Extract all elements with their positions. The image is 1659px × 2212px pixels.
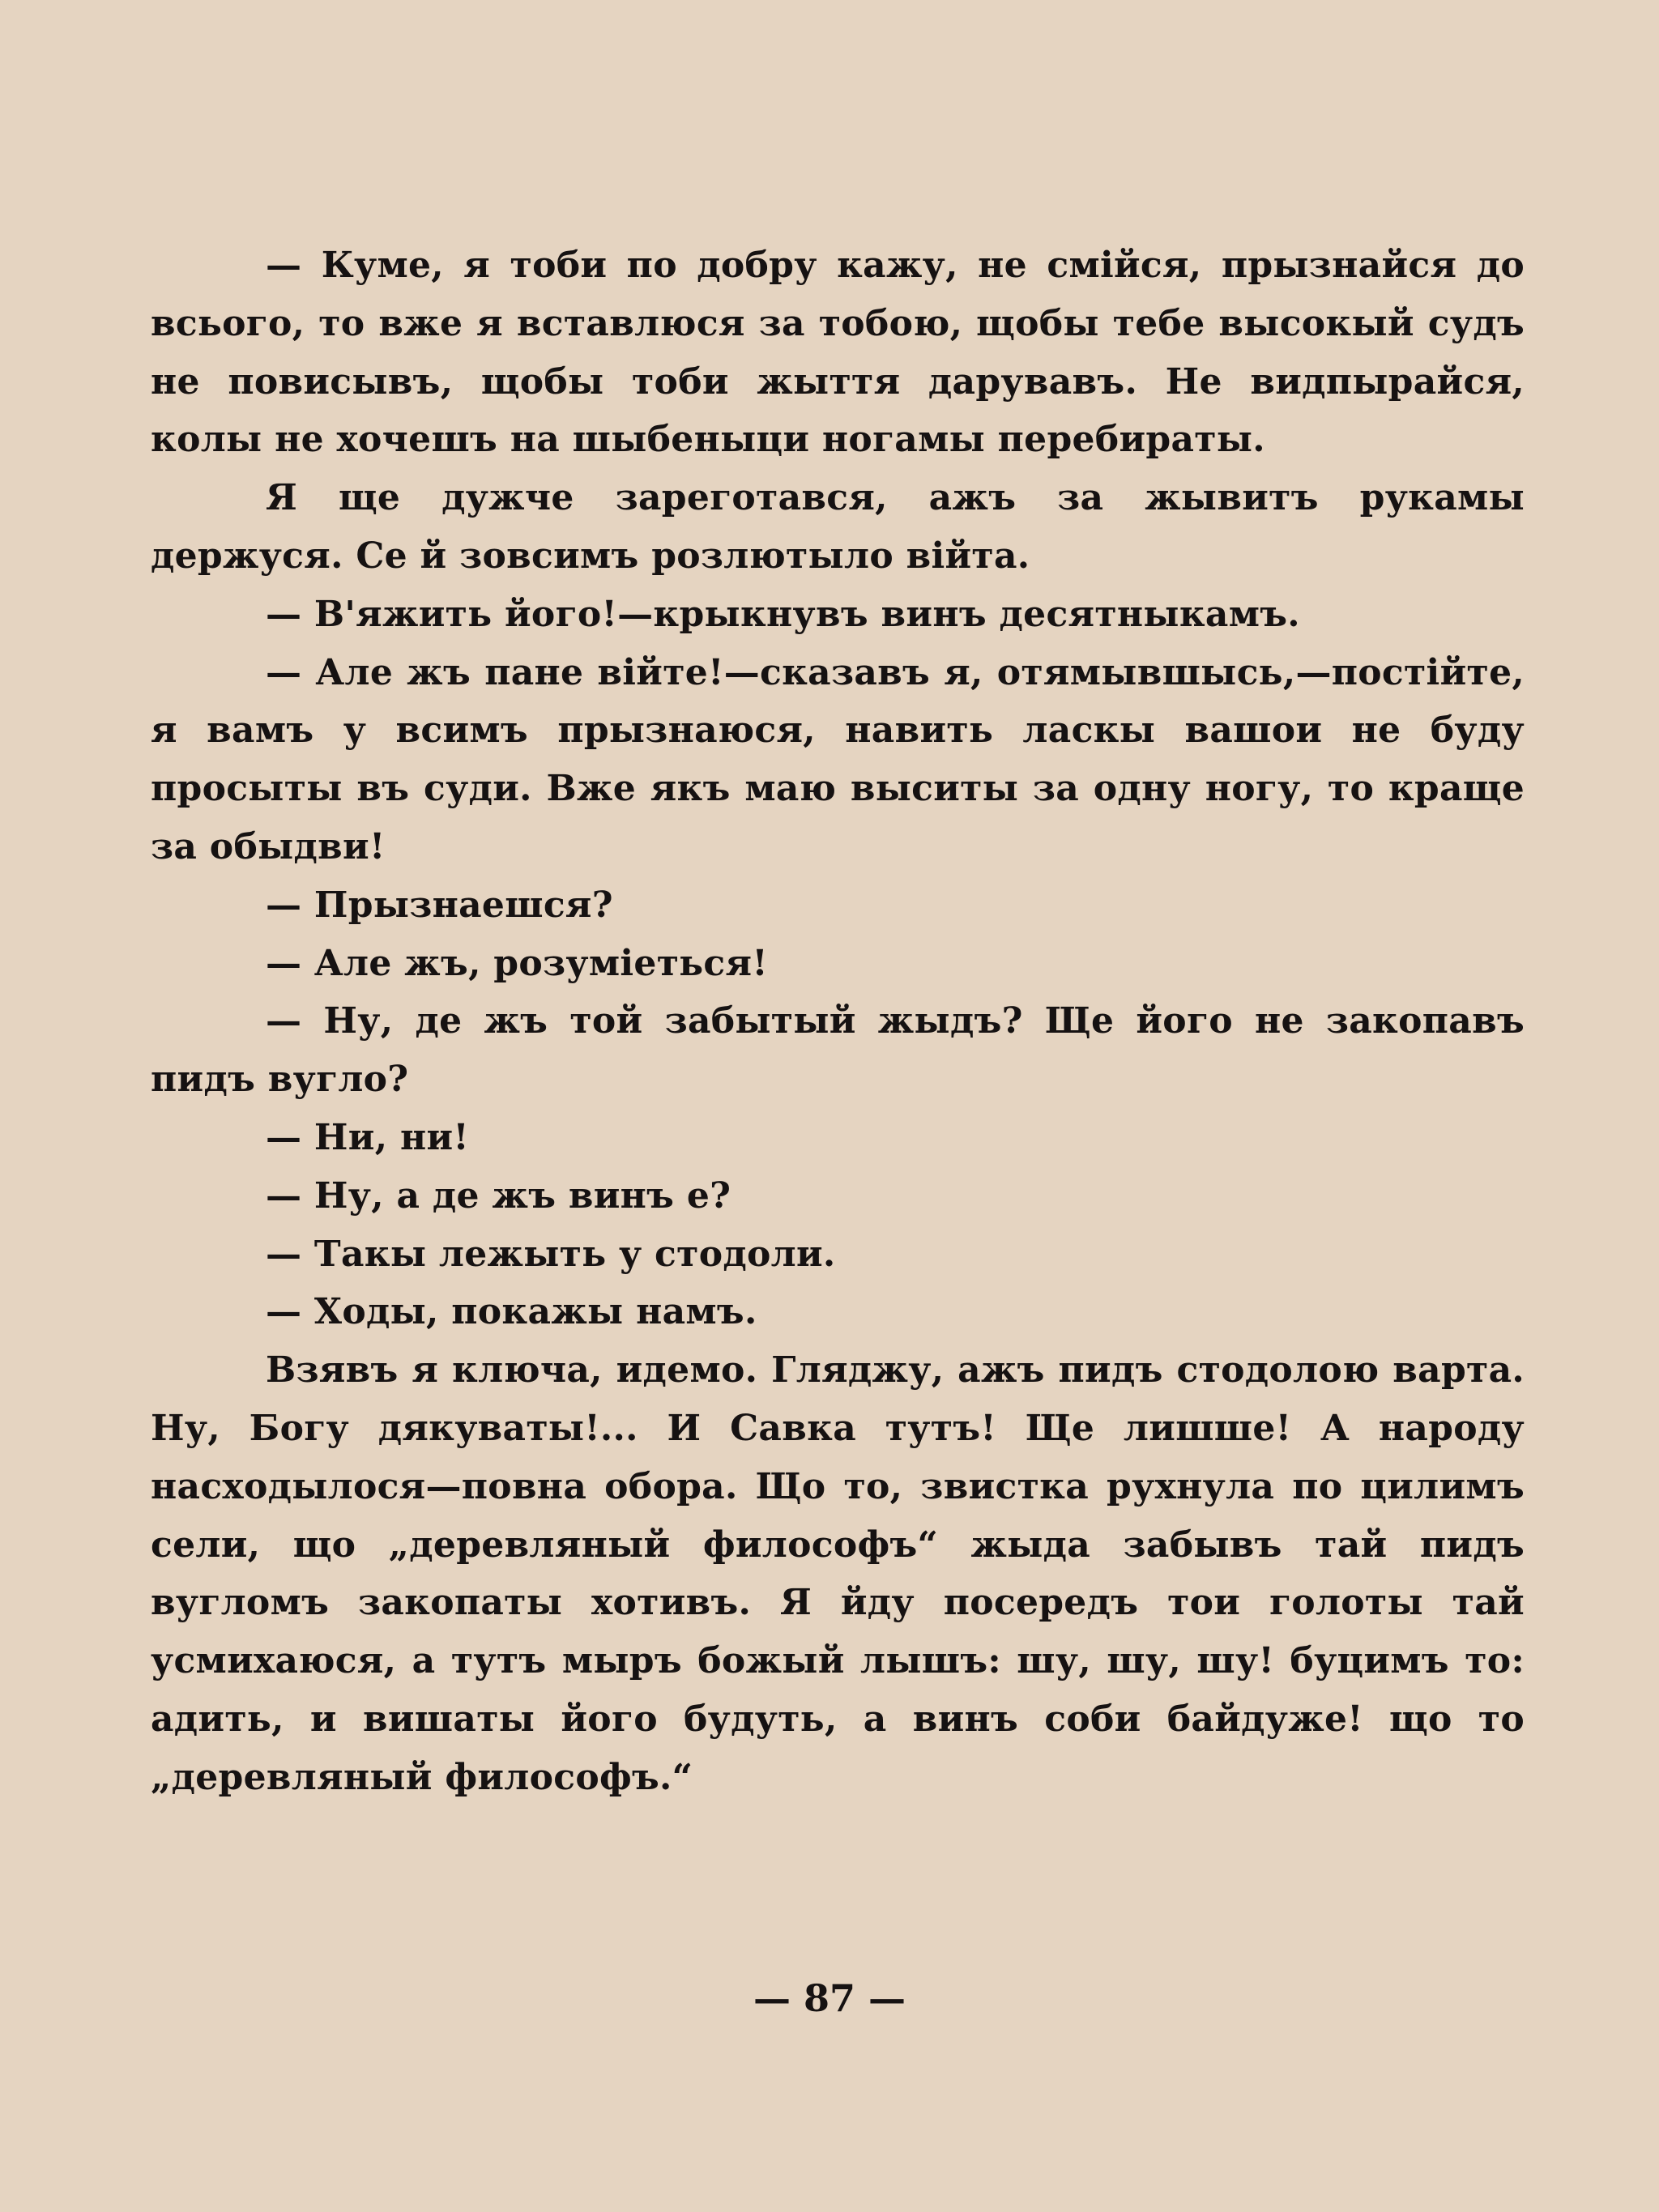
paragraph: — В'яжить його!—крыкнувъ винъ десятныкамъ. — [266, 593, 1300, 635]
paragraph: — Але жъ, розумiеться! — [266, 942, 768, 984]
paragraph: — Ни, ни! — [266, 1116, 470, 1158]
paragraph: — Але жъ пане вiйте!—сказавъ я, отямывшысь,—постiйте, я вамъ у всимъ прызнаюся, навить ласкы вашои не буду просыты въ суди. Вже якъ маю выситы за одну ногу, то краще за обыдви! — [151, 651, 1525, 867]
paragraph: Я ще дужче зареготався, ажъ за жывитъ рукамы держуся. Се й зовсимъ розлютыло вiйта. — [151, 477, 1525, 577]
page-body-text — [151, 237, 1525, 1807]
page-number: — 87 — — [753, 1976, 906, 2020]
paragraph: Взявъ я ключа, идемо. Гляджу, ажъ пидъ стодолою варта. Ну, Богу дякуваты!... И Савка тутъ! Ще лишше! А народу насходылося—повна обора. Що то, звистка рухнула по цилимъ сели, що „деревляный философъ“ жыда забывъ тай пидъ вугломъ закопаты хотивъ. Я йду посередъ тои голоты тай усмихаюся, а тутъ мыръ божый лышъ: шу, шу, шу! буцимъ то: адить, и вишаты його будуть, а винъ соби байдуже! що то „деревляный философъ.“ — [151, 1349, 1525, 1798]
paragraph: — Куме, я тоби по добру кажу, не смiйся, прызнайся до всього, то вже я вставлюся за тобою, щобы тебе высокый судъ не повисывъ, щобы тоби жыття дарувавъ. Не видпырайся, колы не хочешъ на шыбеныци ногамы перебираты. — [151, 245, 1525, 461]
paragraph: — Ну, де жъ той забытый жыдъ? Ще його не закопавъ пидъ вугло? — [151, 1000, 1525, 1101]
paragraph: — Ходы, покажы намъ. — [266, 1291, 757, 1333]
paragraph: — Прызнаешся? — [266, 884, 613, 926]
paragraph: — Ну, а де жъ винъ е? — [266, 1174, 731, 1217]
paragraph: — Такы лежыть у стодоли. — [266, 1233, 836, 1275]
